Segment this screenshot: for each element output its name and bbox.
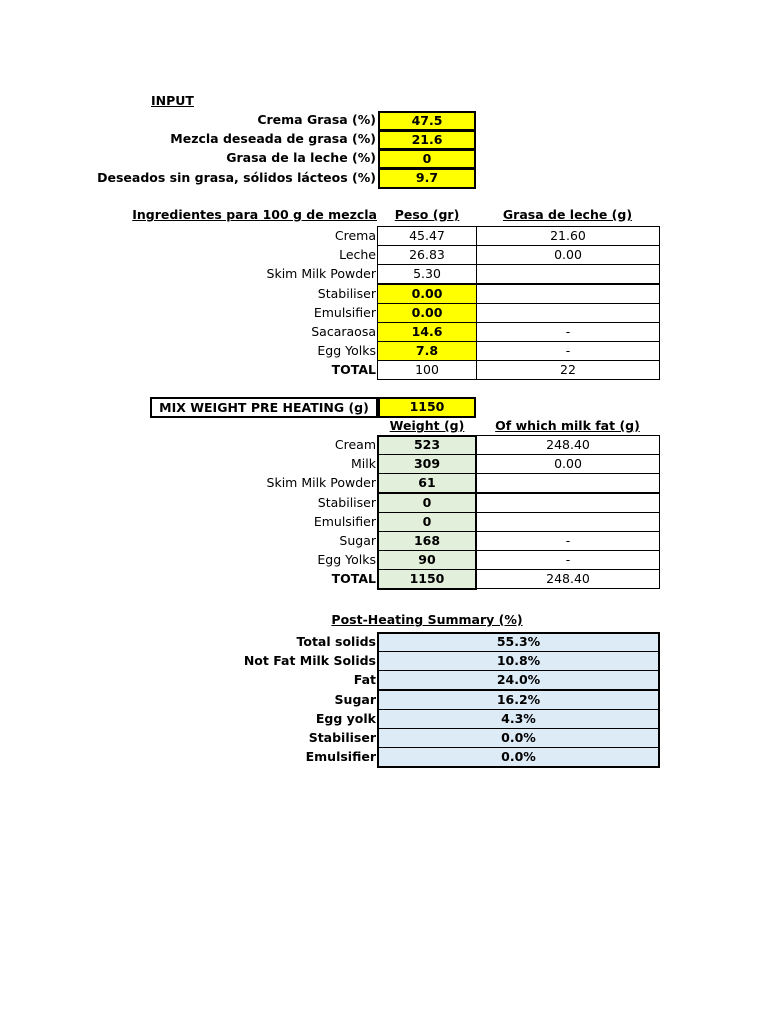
- input-nonfat-solids-field[interactable]: 9.7: [378, 168, 476, 189]
- ingredient-weight-cell[interactable]: 0.00: [377, 303, 477, 323]
- mix-weight-cell: 1150: [377, 569, 477, 589]
- mix-fat-cell: 248.40: [476, 569, 660, 589]
- ingredient-weight-cell: 5.30: [377, 264, 477, 284]
- ingredient-label: Egg Yolks: [317, 343, 376, 358]
- mix-fat-cell: [476, 512, 660, 532]
- summary-label: Sugar: [334, 692, 376, 707]
- input-label-desired-fat: Mezcla deseada de grasa (%): [170, 131, 376, 146]
- mix-fat-cell: 0.00: [476, 454, 660, 474]
- summary-value-cell: 55.3%: [377, 632, 660, 652]
- summary-value-cell: 0.0%: [377, 728, 660, 748]
- ingredient-label: Crema: [334, 228, 376, 243]
- mix-weight-cell: 168: [377, 531, 477, 551]
- ingredient-weight-cell[interactable]: 7.8: [377, 341, 477, 361]
- ingredient-fat-cell: 22: [476, 360, 660, 380]
- ingredient-label: Emulsifier: [313, 305, 376, 320]
- ingredient-label: TOTAL: [331, 362, 376, 377]
- input-milk-fat-field[interactable]: 0: [378, 149, 476, 169]
- mix-col-fat: Of which milk fat (g): [495, 418, 640, 433]
- mix-weight-cell: 0: [377, 493, 477, 513]
- ingredient-fat-cell: 0.00: [476, 245, 660, 265]
- ingredient-label: Sacaraosa: [311, 324, 376, 339]
- ingredient-label: Stabiliser: [317, 286, 376, 301]
- input-cream-fat-field[interactable]: 47.5: [378, 111, 476, 131]
- mix-ingredient-label: Cream: [334, 437, 376, 452]
- ingredient-fat-cell: -: [476, 341, 660, 361]
- summary-heading: Post-Heating Summary (%): [331, 612, 523, 627]
- summary-value-cell: 24.0%: [377, 670, 660, 690]
- ingredient-weight-cell: 45.47: [377, 226, 477, 246]
- ingredient-fat-cell: [476, 284, 660, 304]
- ingredient-weight-cell[interactable]: 14.6: [377, 322, 477, 342]
- mix-fat-cell: -: [476, 531, 660, 551]
- mix-ingredient-label: Emulsifier: [313, 514, 376, 529]
- input-label-milk-fat: Grasa de la leche (%): [226, 150, 376, 165]
- summary-label: Emulsifier: [305, 749, 376, 764]
- summary-label: Egg yolk: [315, 711, 376, 726]
- mix-ingredient-label: Stabiliser: [317, 495, 376, 510]
- input-label-nonfat-solids: Deseados sin grasa, sólidos lácteos (%): [97, 170, 376, 185]
- summary-value-cell: 10.8%: [377, 651, 660, 671]
- ingredient-label: Leche: [339, 247, 376, 262]
- summary-label: Total solids: [296, 634, 376, 649]
- mix-weight-cell: 523: [377, 435, 477, 455]
- ingredient-weight-cell: 100: [377, 360, 477, 380]
- mix-fat-cell: [476, 473, 660, 493]
- mix-ingredient-label: Egg Yolks: [317, 552, 376, 567]
- mix-col-weight: Weight (g): [389, 418, 465, 433]
- mix-fat-cell: [476, 493, 660, 513]
- ingredient-fat-cell: [476, 303, 660, 323]
- mix-weight-cell: 0: [377, 512, 477, 532]
- mix-weight-field[interactable]: 1150: [378, 397, 476, 418]
- mix-weight-cell: 61: [377, 473, 477, 493]
- ingredient-fat-cell: [476, 264, 660, 284]
- ingredient-weight-cell: 26.83: [377, 245, 477, 265]
- ingredient-weight-cell[interactable]: 0.00: [377, 284, 477, 304]
- summary-value-cell: 0.0%: [377, 747, 660, 767]
- mix-weight-label: MIX WEIGHT PRE HEATING (g): [150, 397, 378, 418]
- mix-ingredient-label: Skim Milk Powder: [266, 475, 376, 490]
- input-label-cream-fat: Crema Grasa (%): [257, 112, 376, 127]
- input-desired-fat-field[interactable]: 21.6: [378, 130, 476, 150]
- input-heading: INPUT: [151, 93, 194, 108]
- mix-weight-cell: 90: [377, 550, 477, 570]
- summary-value-cell: 4.3%: [377, 709, 660, 729]
- mix-ingredient-label: TOTAL: [331, 571, 376, 586]
- summary-label: Stabiliser: [308, 730, 376, 745]
- mix-fat-cell: 248.40: [476, 435, 660, 455]
- mix-fat-cell: -: [476, 550, 660, 570]
- summary-label: Fat: [353, 672, 376, 687]
- ingredients-col-weight: Peso (gr): [394, 207, 460, 222]
- mix-ingredient-label: Sugar: [339, 533, 376, 548]
- ingredients-heading: Ingredientes para 100 g de mezcla: [132, 207, 377, 222]
- ingredient-fat-cell: 21.60: [476, 226, 660, 246]
- ingredients-col-fat: Grasa de leche (g): [502, 207, 633, 222]
- summary-value-cell: 16.2%: [377, 690, 660, 710]
- mix-weight-cell: 309: [377, 454, 477, 474]
- ingredient-label: Skim Milk Powder: [266, 266, 376, 281]
- ingredient-fat-cell: -: [476, 322, 660, 342]
- summary-label: Not Fat Milk Solids: [243, 653, 376, 668]
- mix-ingredient-label: Milk: [351, 456, 376, 471]
